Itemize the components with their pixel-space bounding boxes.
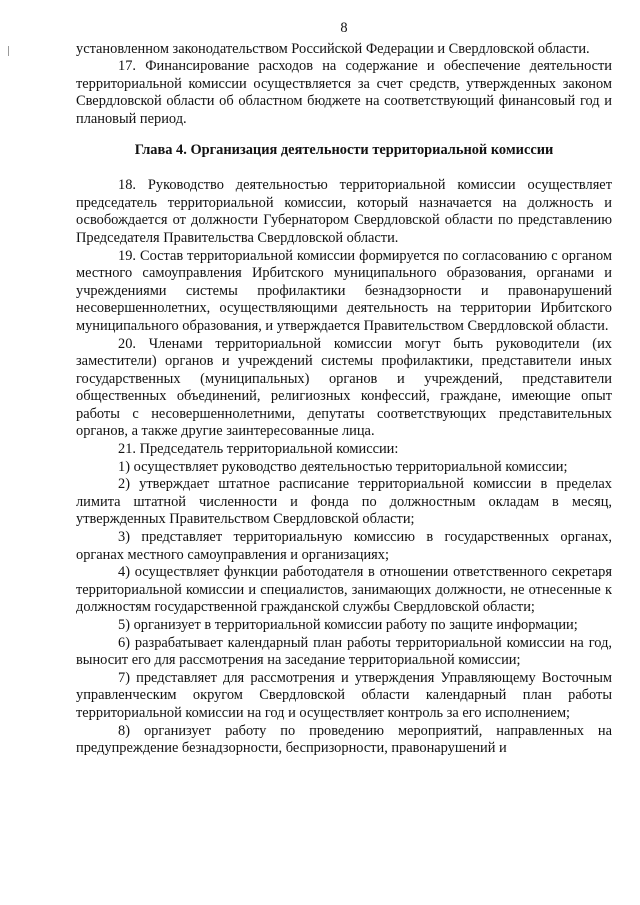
- text-block-after-heading: [76, 177, 612, 758]
- paragraph: 19. Состав территориальной комиссии формируется по согласованию с органом местного самоуправления Ирбитского муниципального образования, органами и учреждениями системы профилактики безнадзорности и правонарушений несовершеннолетних, осуществляющими деятельность на территории Ирбитского муниципального образования, и утверждается Правительством Свердловской области.: [76, 247, 612, 334]
- paragraph: 17. Финансирование расходов на содержание и обеспечение деятельности территориальной комиссии осуществляется за счет средств, утвержденных законом Свердловской области об областном бюджете на соответствующий финансовый год и плановый период.: [76, 58, 612, 127]
- paragraph: 18. Руководство деятельностью территориальной комиссии осуществляет председатель территориальной комиссии, который назначается на должность и освобождается от должности Губернатором Свердловской области по представлению Председателя Правительства Свердловской области.: [76, 177, 612, 246]
- list-item: 3) представляет территориальную комиссию в государственных органах, органах местного самоуправления и организациях;: [76, 529, 612, 563]
- text-block-before-heading: [76, 41, 612, 129]
- list-item: 8) организует работу по проведению мероприятий, направленных на предупреждение безнадзорности, беспризорности, правонарушений и: [76, 722, 612, 757]
- list-item: 7) представляет для рассмотрения и утверждения Управляющему Восточным управленческим округом Свердловской области календарный план работы территориальной комиссии на год и осуществляет контроль за его исполнением;: [76, 669, 612, 721]
- list-item: 5) организует в территориальной комиссии работу по защите информации;: [118, 617, 578, 633]
- list-item: 1) осуществляет руководство деятельностью территориальной комиссии;: [118, 458, 568, 475]
- document-page: [76, 20, 612, 758]
- chapter-heading: Глава 4. Организация деятельности территориальной комиссии: [134, 141, 554, 158]
- page-number: 8: [340, 20, 348, 36]
- paragraph: 20. Членами территориальной комиссии могут быть руководители (их заместители) органов и учреждений системы профилактики, представители иных государственных (муниципальных) органов и учреждений, представители общественных объединений, религиозных конфессий, граждане, имеющие опыт работы с несовершеннолетними, депутаты соответствующих представительных органов, а также другие заинтересованные лица.: [76, 335, 612, 440]
- paragraph: 21. Председатель территориальной комиссии:: [118, 441, 399, 458]
- list-item: 6) разрабатывает календарный план работы территориальной комиссии на год, выносит его для рассмотрения на заседание территориальной комиссии;: [76, 634, 612, 669]
- list-item: 4) осуществляет функции работодателя в отношении ответственного секретаря территориальной комиссии и специалистов, занимающих должности, не отнесенные к должностям государственной гражданской службы Свердловской области;: [76, 564, 612, 616]
- paragraph: установленном законодательством Российской Федерации и Свердловской области.: [76, 40, 590, 57]
- list-item: 2) утверждает штатное расписание территориальной комиссии в пределах лимита штатной численности и фонда по должностным окладам в месяц, утвержденных Правительством Свердловской области;: [76, 476, 612, 528]
- scan-margin-mark: [8, 46, 9, 56]
